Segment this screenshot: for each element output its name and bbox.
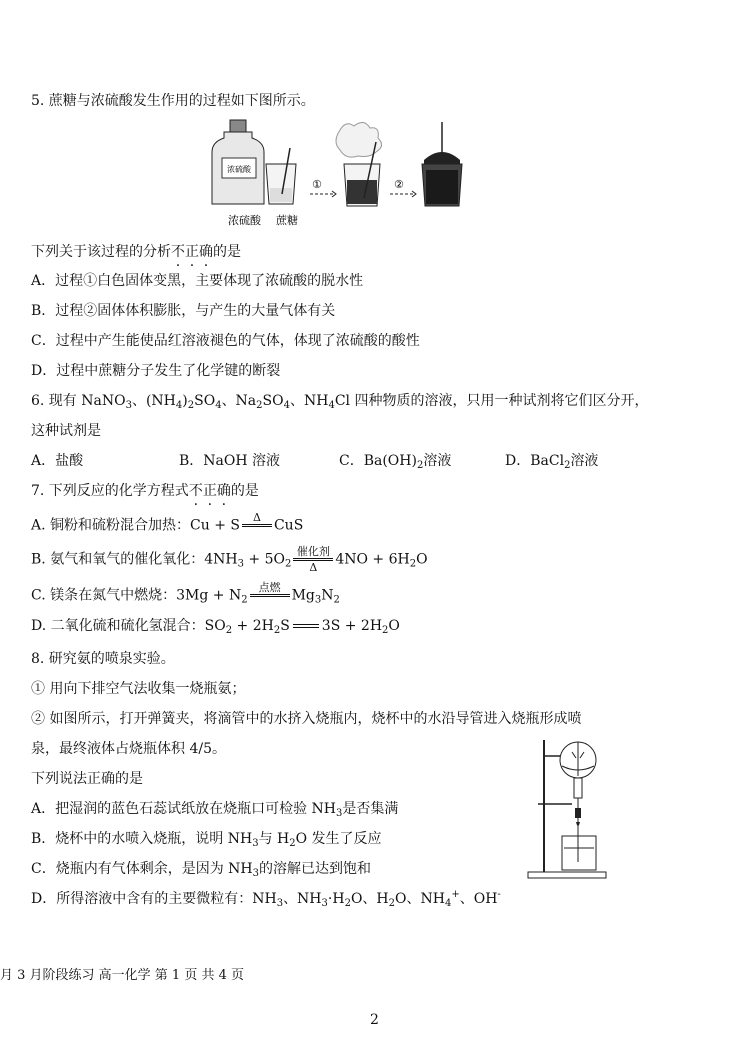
q6-options <box>31 452 598 470</box>
q8-option-d: D．所得溶液中含有的主要微粒有：$NH_3$、$NH_3\cdot H_2O$、$H_2O$、$NH_4^+$、OH- <box>31 889 501 909</box>
fountain-apparatus-figure <box>526 736 608 880</box>
q7-stem: 7. 下列反应的化学方程式不正确的是 <box>31 483 259 499</box>
q5-stem: 5. 蔗糖与浓硫酸发生作用的过程如下图所示。 <box>31 93 315 109</box>
q8-option-b: B．烧杯中的水喷入烧瓶，说明 $NH_3$与 $H_2O$ 发生了反应 <box>31 831 382 849</box>
q8-step2-line1: ② 如图所示，打开弹簧夹，将滴管中的水挤入烧瓶内，烧杯中的水沿导管进入烧瓶形成喷 <box>31 711 582 727</box>
q8-option-c: C．烧瓶内有气体剩余，是因为 $NH_3$的溶解已达到饱和 <box>31 861 371 879</box>
q7-option-d: D. 二氧化硫和硫化氢混合：$SO_2 + 2H_2S$ $3S + 2H_2O$ <box>31 618 400 636</box>
q6-option-a: A．盐酸 <box>31 453 84 469</box>
sugar-beaker <box>266 148 296 204</box>
step2-marker: ② <box>394 178 404 191</box>
acid-bottle <box>212 120 264 204</box>
expanded-carbon-beaker <box>422 122 462 206</box>
q5-option-d: D．过程中蔗糖分子发生了化学键的断裂 <box>31 363 281 379</box>
q5-option-b: B．过程②固体体积膨胀，与产生的大量气体有关 <box>31 303 336 319</box>
page-number: 2 <box>370 1012 379 1028</box>
q5-option-a: A．过程①白色固体变黑，主要体现了浓硫酸的脱水性 <box>31 273 364 289</box>
bottle-label: 浓硫酸 <box>227 165 251 174</box>
q7-option-c: C. 镁条在氮气中燃烧：$3Mg + N_2$ 点燃 $Mg_3N_2$ <box>31 581 340 606</box>
step1-marker: ① <box>312 178 322 191</box>
sucrose-acid-figure <box>210 118 470 230</box>
q8-option-a: A．把湿润的蓝色石蕊试纸放在烧瓶口可检验 $NH_3$是否集满 <box>31 801 399 819</box>
q6-option-c: C．$Ba(OH)_2$溶液 <box>339 453 452 471</box>
q8-prompt: 下列说法正确的是 <box>31 771 143 787</box>
black-beaker <box>336 122 382 206</box>
q7-option-a: A. 铜粉和硫粉混合加热：Cu + S Δ CuS <box>31 511 304 534</box>
q7-option-b: B. 氨气和氧气的催化氧化：$4NH_3 + 5O_2$ 催化剂 Δ $4NO + 6H_2O$ <box>31 545 428 574</box>
q8-step2-line2: 泉，最终液体占烧瓶体积 4/5。 <box>31 741 226 757</box>
q6-stem: 6. 现有 NaNO$_3$、$(NH_4)_2SO_4$、$Na_2SO_4$、$NH_4Cl$ 四种物质的溶液，只用一种试剂将它们区分开， <box>31 393 649 411</box>
label-sucrose: 蔗糖 <box>276 214 298 227</box>
q6-option-b: B．NaOH 溶液 <box>179 453 281 469</box>
q5-prompt: 下列关于该过程的分析不正确的是 <box>31 244 241 260</box>
label-conc-acid: 浓硫酸 <box>228 214 261 227</box>
q8-step1: ① 用向下排空气法收集一烧瓶氨； <box>31 681 246 697</box>
q8-stem: 8. 研究氨的喷泉实验。 <box>31 651 175 667</box>
q5-option-c: C．过程中产生能使品红溶液褪色的气体，体现了浓硫酸的酸性 <box>31 333 420 349</box>
q6-option-d: D．BaCl$_2$溶液 <box>505 453 599 471</box>
page-footer: 月 3 月阶段练习 高一化学 第 1 页 共 4 页 <box>0 968 245 983</box>
q6-stem-line2: 这种试剂是 <box>31 423 101 439</box>
